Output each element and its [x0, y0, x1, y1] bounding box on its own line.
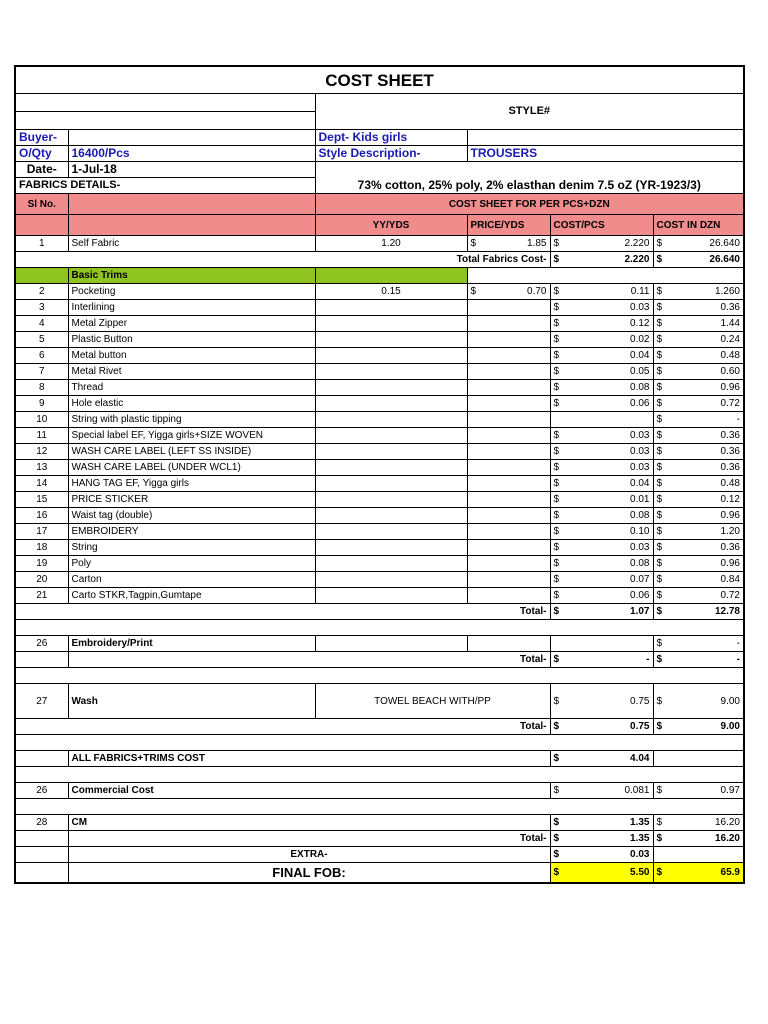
header-cost-pcs: COST/PCS	[550, 215, 653, 236]
header-price: PRICE/YDS	[467, 215, 550, 236]
wash-total-row: Total- $ 0.75 $ 9.00	[15, 719, 744, 735]
basic-trims-header: Basic Trims	[15, 268, 744, 284]
header-cost-dzn: COST IN DZN	[653, 215, 744, 236]
trim-row: 10 String with plastic tipping $ -	[15, 412, 744, 428]
buyer-value[interactable]	[68, 130, 315, 146]
trim-row: 4 Metal Zipper $ 0.12 $ 1.44	[15, 316, 744, 332]
trims-list	[15, 284, 744, 604]
final-fob-dzn: 65.9	[720, 867, 740, 878]
trim-row: 20 Carton $ 0.07 $ 0.84	[15, 572, 744, 588]
trim-row: 17 EMBROIDERY $ 0.10 $ 1.20	[15, 524, 744, 540]
buyer-label: Buyer-	[15, 130, 68, 146]
cm-total-row: Total- $ 1.35 $ 16.20	[15, 831, 744, 847]
trim-row: 21 Carto STKR,Tagpin,Gumtape $ 0.06 $ 0.72	[15, 588, 744, 604]
trim-row: 13 WASH CARE LABEL (UNDER WCL1) $ 0.03 $ 0.36	[15, 460, 744, 476]
trim-row: 2 Pocketing 0.15 $ 0.70 $ 0.11 $ 1.260	[15, 284, 744, 300]
extra-row: EXTRA- $ 0.03	[15, 847, 744, 863]
embroidery-total-row: Total- $ - $ -	[15, 652, 744, 668]
sheet-title: COST SHEET	[15, 66, 744, 94]
trim-row: 3 Interlining $ 0.03 $ 0.36	[15, 300, 744, 316]
cost-sheet-table	[14, 65, 745, 884]
trim-row: 7 Metal Rivet $ 0.05 $ 0.60	[15, 364, 744, 380]
all-cost-row: ALL FABRICS+TRIMS COST $ 4.04	[15, 751, 744, 767]
commercial-cost-row: 26 Commercial Cost $ 0.081 $ 0.97	[15, 783, 744, 799]
total-fabrics-row: Total Fabrics Cost- $ 2.220 $ 26.640	[15, 252, 744, 268]
date-label: Date-	[15, 162, 68, 178]
wash-row: 27 Wash TOWEL BEACH WITH/PP $ 0.75 $ 9.00	[15, 684, 744, 719]
cm-row: 28 CM $ 1.35 $ 16.20	[15, 815, 744, 831]
trim-row: 12 WASH CARE LABEL (LEFT SS INSIDE) $ 0.03 $ 0.36	[15, 444, 744, 460]
date-value[interactable]: 1-Jul-18	[68, 162, 315, 178]
trim-row: 19 Poly $ 0.08 $ 0.96	[15, 556, 744, 572]
embroidery-row: 26 Embroidery/Print $ -	[15, 636, 744, 652]
self-fabric-row: 1 Self Fabric 1.20 $ 1.85 $ 2.220 $ 26.640	[15, 236, 744, 252]
trims-total-row: Total- $ 1.07 $ 12.78	[15, 604, 744, 620]
style-label: STYLE#	[315, 94, 744, 130]
trim-row: 11 Special label EF, Yigga girls+SIZE WOVEN $ 0.03 $ 0.36	[15, 428, 744, 444]
final-fob-row: FINAL FOB: $ 5.50 $ 65.9	[15, 863, 744, 884]
trim-row: 9 Hole elastic $ 0.06 $ 0.72	[15, 396, 744, 412]
trim-row: 18 String $ 0.03 $ 0.36	[15, 540, 744, 556]
fabrics-details-label: FABRICS DETAILS-	[15, 178, 315, 194]
header-sl-no: Sl No.	[15, 194, 68, 215]
trim-row: 15 PRICE STICKER $ 0.01 $ 0.12	[15, 492, 744, 508]
fabrics-details-value: 73% cotton, 25% poly, 2% elasthan denim 7.5 oZ (YR-1923/3)	[315, 178, 744, 194]
dept-label: Dept- Kids girls	[315, 130, 467, 146]
oqty-value[interactable]: 16400/Pcs	[68, 146, 315, 162]
final-fob-pcs: 5.50	[630, 867, 650, 878]
trim-row: 5 Plastic Button $ 0.02 $ 0.24	[15, 332, 744, 348]
final-fob-label: FINAL FOB:	[68, 863, 550, 884]
trim-row: 6 Metal button $ 0.04 $ 0.48	[15, 348, 744, 364]
trim-row: 8 Thread $ 0.08 $ 0.96	[15, 380, 744, 396]
header-yy: YY/YDS	[315, 215, 467, 236]
oqty-label: O/Qty	[15, 146, 68, 162]
style-description-label: Style Description-	[315, 146, 467, 162]
trim-row: 14 HANG TAG EF, Yigga girls $ 0.04 $ 0.48	[15, 476, 744, 492]
trim-row: 16 Waist tag (double) $ 0.08 $ 0.96	[15, 508, 744, 524]
header-section-title: COST SHEET FOR PER PCS+DZN	[315, 194, 744, 215]
style-description-value[interactable]: TROUSERS	[467, 146, 744, 162]
